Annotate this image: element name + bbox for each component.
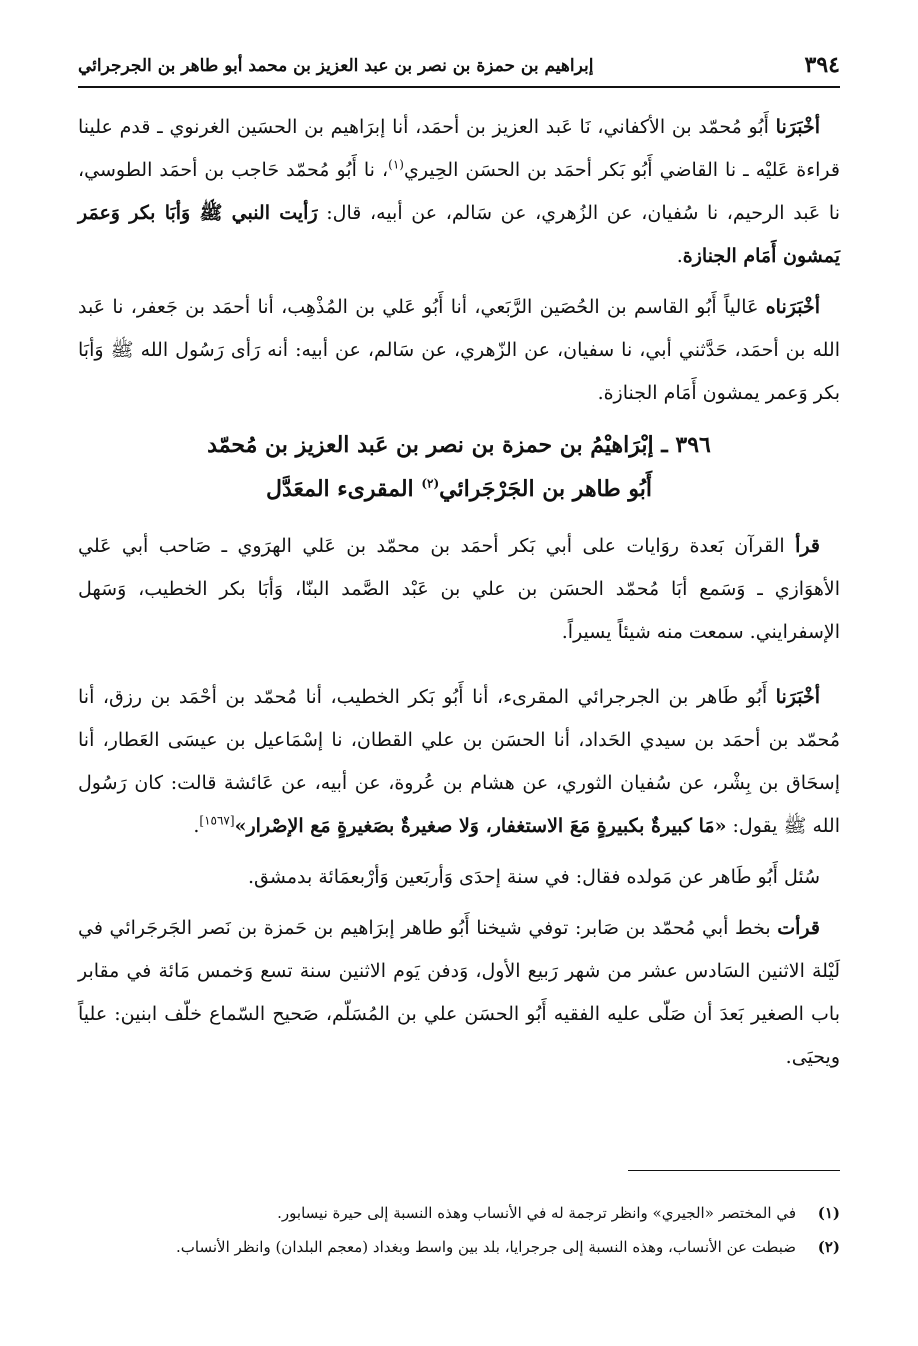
paragraph-lead: قرأت — [777, 917, 820, 939]
paragraph-text: سُئل أَبُو طَاهر عن مَولده فقال: في سنة إحدَى وَأربَعين وَأرْبعمَائة بدمشق. — [248, 866, 820, 888]
footnote-number: (٢) — [817, 1238, 840, 1256]
paragraph-text: بخط أبي مُحمّد بن صَابر: توفي شيخنا أَبُو طاهر إبرَاهيم بن حَمزة بن نَصر الجَرجَرائي في لَيْلة الاثنين السَادس عشر من شهر رَبيع الأول، وَدفن يَوم الاثنين سنة تسع وَخمس مَائة في مقابر باب الصغير بَعدَ أن صَلّى عليه الفقيه أَبُو الحسَن علي بن المُسَلّم، صَحيح السّماع خلّف ابنين: علياً ويحيَى. — [78, 917, 840, 1068]
footnotes — [78, 1196, 840, 1264]
entry-title-name: أَبُو طاهر بن الجَرْجَرائي — [439, 476, 653, 502]
paragraph-5 — [78, 856, 840, 899]
hadith-quote: رَأيت النبي ﷺ وَأبَا بكر وَعمَر يَمشون أَمَام الجنازة — [78, 202, 840, 267]
page-header — [78, 50, 840, 84]
paragraph-lead: أخْبَرَناه — [765, 296, 820, 318]
footnote-text: في المختصر «الجيري» وانظر ترجمة له في الأنساب وهذه النسبة إلى حيرة نيسابور. — [277, 1204, 796, 1222]
paragraph-2 — [78, 286, 840, 415]
paragraph-1 — [78, 106, 840, 278]
hadith-quote: «مَا كبيرةٌ بكبيرةٍ مَعَ الاستغفار، وَلا صغيرةٌ بصَغيرةٍ مَع الإصْرار» — [234, 815, 727, 837]
paragraph-text: أَبُو مُحمّد بن الأكفاني، نَا عَبد العزيز بن أحمَد، أنا إبرَاهيم بن الحسَين الغرنوي ـ قدم علينا قراءة عَليْه ـ نا القاضي أَبُو بَكر أحمَد بن الحسَن الحِيري — [78, 116, 840, 181]
page-number: ٣٩٤ — [804, 52, 840, 78]
running-title: إبراهيم بن حمزة بن نصر بن عبد العزيز بن محمد أبو طاهر بن الجرجرائي — [78, 56, 594, 76]
footnote-number: (١) — [817, 1204, 840, 1222]
paragraph-text: القرآن بَعدة روَايات على أبي بَكر أحمَد بن محمّد بن عَلي الهرَوي ـ صَاحب أبي عَلي الأهوَازي ـ وَسَمع أبَا مُحمّد الحسَن بن علي بن عَبْد الصَّمد البنّا، وَأبَا بكر الخطيب، وَسَهل الإسفرايني. سمعت منه شيئاً يسيراً. — [78, 535, 840, 643]
paragraph-lead: أخْبَرَنا — [775, 686, 820, 708]
entry-title — [78, 423, 840, 511]
paragraph-lead: قرأ — [795, 535, 820, 557]
paragraph-text: ، نا أَبُو مُحمّد حَاجب بن أحمَد الطوسي، نا عَبد الرحيم، نا سُفيان، عن الزُهري، عن سَالم، عن أبيه، قال: — [78, 159, 840, 224]
footnote-1 — [78, 1196, 840, 1230]
paragraph-3 — [78, 525, 840, 654]
paragraph-text: عَالياً أَبُو القاسم بن الحُصَين الرَّبَعي، أنا أَبُو عَلي بن المُذْهِب، أنا أحمَد بن جَعفر، نا عَبد الله بن أحمَد، حَدَّثني أبي، نا سفيان، عن الزّهري، عن سَالم، عن أبيه: أنه رَأى رَسُول الله ﷺ وَأبَا بكر وَعمر يمشون أَمَام الجنازة. — [78, 296, 840, 404]
entry-title-epithet: المقرىء المعَدَّل — [265, 476, 422, 502]
paragraph-end: . — [676, 245, 683, 267]
footnote-text: ضبطت عن الأنساب، وهذه النسبة إلى جرجرايا، بلد بين واسط وبغداد (معجم البلدان) وانظر الأنساب. — [176, 1238, 796, 1256]
entry-title-line-1: ٣٩٦ ـ إبْرَاهيْمُ بن حمزة بن نصر بن عَبد العزيز بن مُحمّد — [207, 432, 711, 458]
footnote-2 — [78, 1230, 840, 1264]
hadith-number: [١٥٦٧] — [199, 813, 235, 828]
paragraph-lead: أخْبَرَنا — [775, 116, 820, 138]
footnote-ref-1: (١) — [388, 157, 404, 172]
paragraph-4 — [78, 676, 840, 848]
paragraph-end: . — [193, 815, 200, 837]
entry-title-line-2 — [78, 467, 840, 511]
paragraph-text: أَبُو طَاهر بن الجرجرائي المقرىء، أنا أَبُو بَكر الخطيب، أنا مُحمّد بن أحْمَد بن رزق، أنا مُحمّد بن أحمَد بن سيدي الحَداد، أنا الحسَن بن علي القطان، نا إسْمَاعيل بن عيسَى العَطار، أنا إسحَاق بن بِشْر، عن سُفيان الثوري، عن هشام بن عُروة، عن أبيه، عن عَائشة قالت: كان رَسُول الله ﷺ يقول: — [78, 686, 840, 837]
main-text — [78, 106, 840, 1087]
paragraph-6 — [78, 907, 840, 1079]
footnote-ref-2: (٢) — [421, 476, 440, 491]
header-rule — [78, 86, 840, 88]
footnote-rule — [628, 1170, 840, 1171]
